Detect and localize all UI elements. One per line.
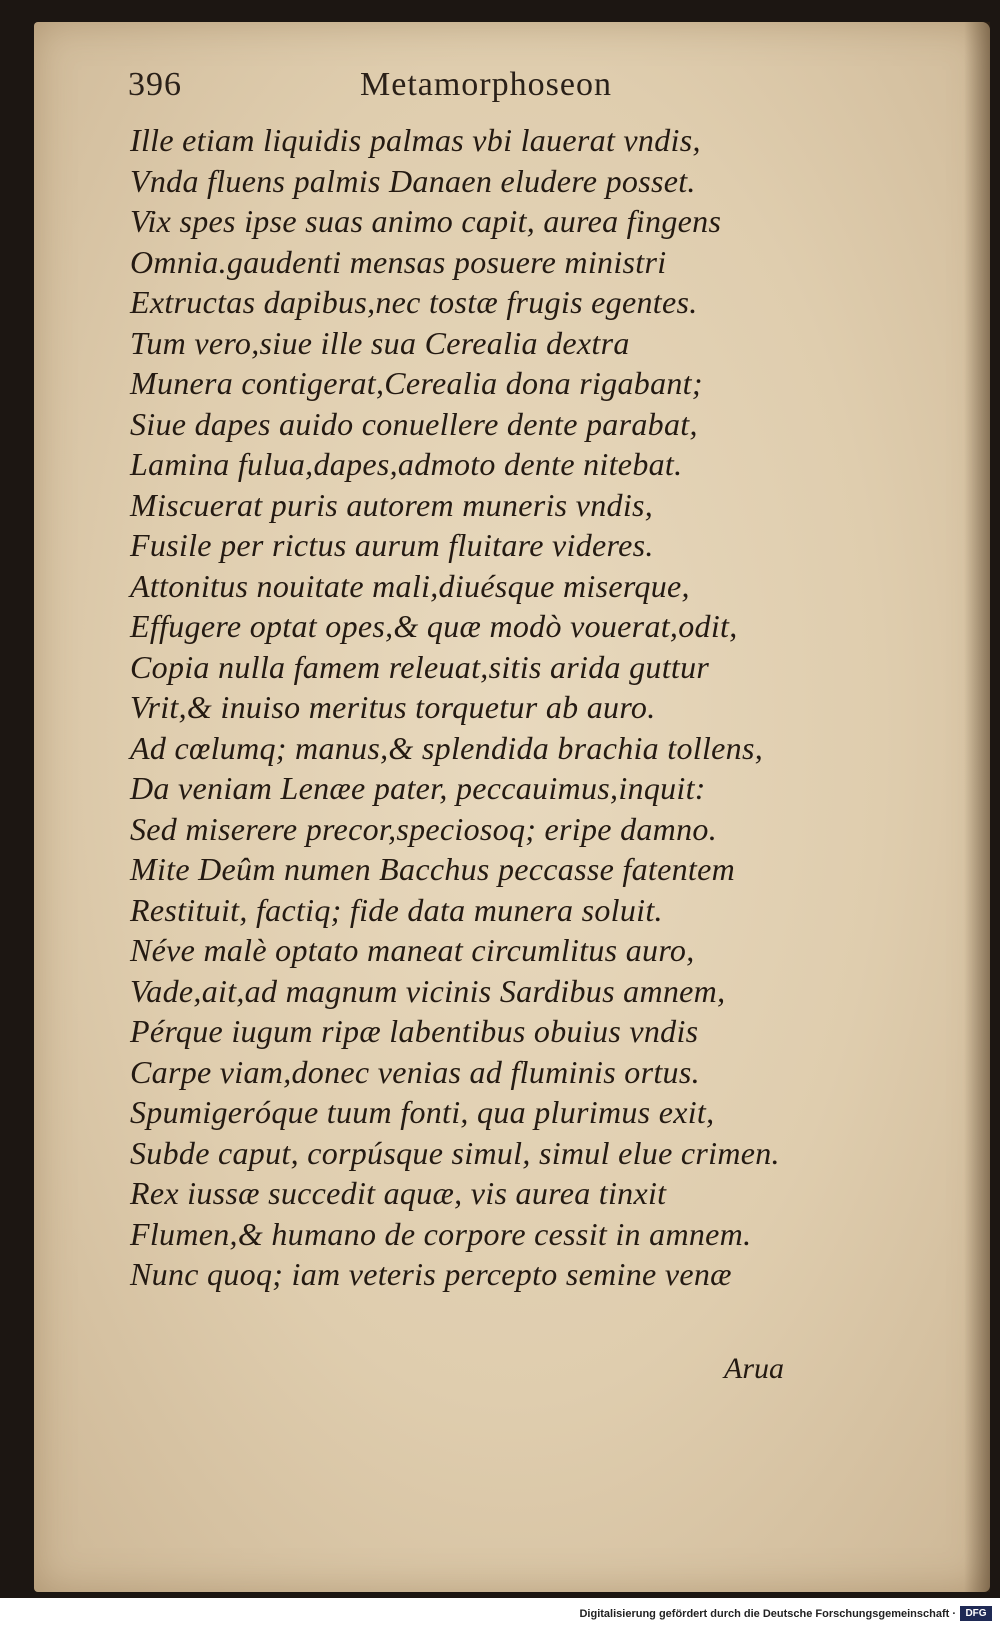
verse-line: Siue dapes auido conuellere dente parabat, [130,405,698,442]
verse-line: Fusile per rictus aurum fluitare videres. [130,527,654,563]
verse-line: Nunc quoq; iam veteris percepto semine venæ [130,1256,732,1292]
running-title: Metamorphoseon [360,66,612,103]
verse-line: Rex iussæ succedit aquæ, vis aurea tinxit [130,1175,667,1211]
verse-line: Copia nulla famem releuat,sitis arida guttur [130,648,710,685]
verse-line: Pérque iugum ripæ labentibus obuius vndis [130,1013,699,1049]
verse-line: Lamina fulua,dapes,admoto dente nitebat. [130,446,683,482]
digitization-footer [0,1598,1000,1632]
verse-line: Effugere optat opes,& quæ modò vouerat,odit, [130,608,738,644]
verse-line: Extructas dapibus,nec tostæ frugis egentes. [130,284,698,320]
page-header [128,66,688,110]
verse-line: Munera contigerat,Cerealia dona rigabant; [130,365,703,401]
catchword: Arua [724,1352,784,1385]
verse-line: Tum vero,siue ille sua Cerealia dextra [130,324,630,361]
page-gutter-shadow [964,22,990,1592]
verse-line: Vade,ait,ad magnum vicinis Sardibus amnem, [130,972,726,1009]
verse-block [130,120,950,1295]
funding-credit: Digitalisierung gefördert durch die Deutsche Forschungsgemeinschaft · [579,1608,956,1620]
verse-line: Spumigeróque tuum fonti, qua plurimus exit, [130,1094,715,1130]
verse-line: Flumen,& humano de corpore cessit in amnem. [130,1215,752,1252]
verse-line: Sed miserere precor,speciosoq; eripe damno. [130,810,717,847]
verse-line: Omnia.gaudenti mensas posuere ministri [130,243,667,280]
page-number: 396 [128,66,182,103]
verse-line: Da veniam Lenæe pater, peccauimus,inquit: [130,770,706,806]
verse-line: Ad cœlumq; manus,& splendida brachia tollens, [130,729,764,766]
book-page [34,22,990,1592]
verse-line: Mite Deûm numen Bacchus peccasse fatentem [130,851,735,887]
verse-line: Miscuerat puris autorem muneris vndis, [130,486,654,523]
verse-line: Vix spes ipse suas animo capit, aurea fingens [130,203,722,239]
verse-line: Attonitus nouitate mali,diuésque miserque, [130,567,690,604]
verse-line: Ille etiam liquidis palmas vbi lauerat vndis, [130,122,701,158]
verse-line: Vnda fluens palmis Danaen eludere posset. [130,162,696,199]
verse-line: Carpe viam,donec venias ad fluminis ortus. [130,1053,700,1090]
verse-line: Restituit, factiq; fide data munera soluit. [130,891,663,928]
verse-line: Néve malè optato maneat circumlitus auro, [130,932,695,968]
verse-line: Vrit,& inuiso meritus torquetur ab auro. [130,689,656,725]
verse-line: Subde caput, corpúsque simul, simul elue crimen. [130,1134,780,1171]
dfg-logo: DFG [960,1606,992,1621]
